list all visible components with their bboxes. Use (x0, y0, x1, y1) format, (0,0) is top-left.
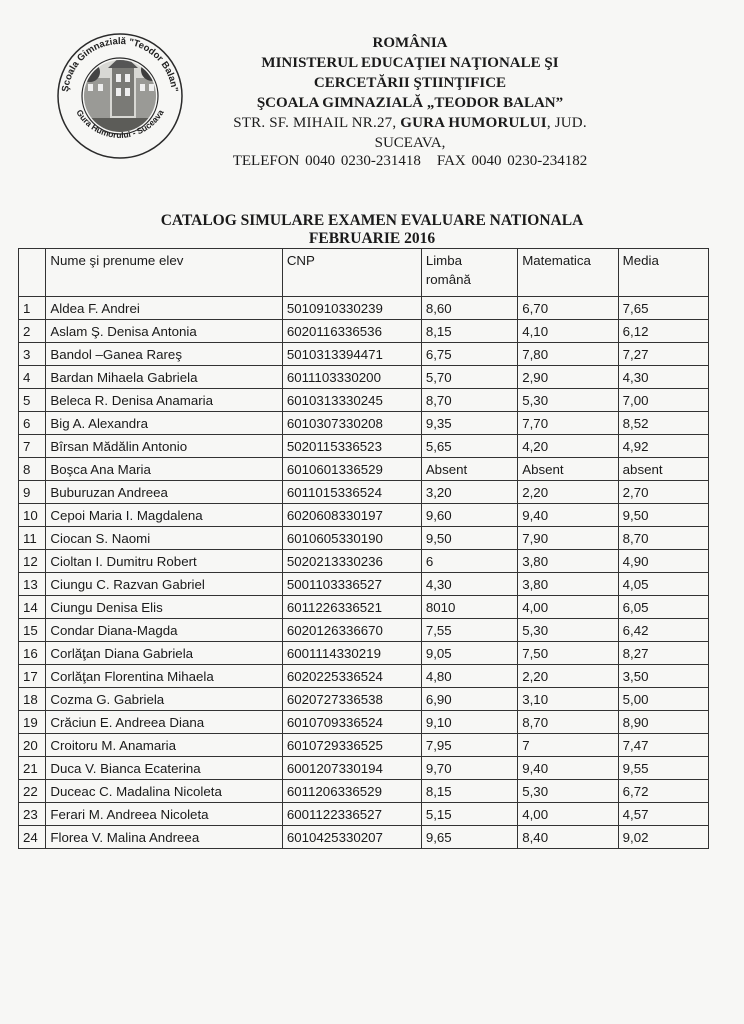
cell-media: 7,47 (618, 734, 708, 757)
table-row (19, 826, 709, 849)
cell-name: Bîrsan Mădălin Antonio (46, 435, 282, 458)
title-line-1: CATALOG SIMULARE EXAMEN EVALUARE NATIONALA (160, 212, 584, 229)
phone-number: TELEFON 0040 0230-231418 (232, 153, 421, 169)
table-row (19, 780, 709, 803)
cell-name: Bardan Mihaela Gabriela (46, 366, 282, 389)
cell-nr: 18 (19, 688, 46, 711)
document-title (0, 212, 744, 248)
table-row (19, 366, 709, 389)
cell-matematica: 7,90 (518, 527, 618, 550)
cell-nr: 11 (19, 527, 46, 550)
cell-cnp: 6010425330207 (282, 826, 421, 849)
cell-media: 7,27 (618, 343, 708, 366)
cell-name: Cioltan I. Dumitru Robert (46, 550, 282, 573)
cell-romana: 4,30 (421, 573, 517, 596)
cell-media: 8,52 (618, 412, 708, 435)
table-row (19, 527, 709, 550)
cell-media: absent (618, 458, 708, 481)
table-row (19, 320, 709, 343)
cell-nr: 5 (19, 389, 46, 412)
cell-matematica: 7 (518, 734, 618, 757)
cell-nr: 1 (19, 297, 46, 320)
cell-nr: 8 (19, 458, 46, 481)
cell-nr: 4 (19, 366, 46, 389)
cell-name: Aldea F. Andrei (46, 297, 282, 320)
cell-nr: 23 (19, 803, 46, 826)
table-row (19, 481, 709, 504)
cell-name: Corlăţan Florentina Mihaela (46, 665, 282, 688)
table-row (19, 619, 709, 642)
cell-matematica: 7,50 (518, 642, 618, 665)
cell-nr: 24 (19, 826, 46, 849)
cell-name: Aslam Ş. Denisa Antonia (46, 320, 282, 343)
cell-matematica: 4,00 (518, 803, 618, 826)
cell-name: Bandol –Ganea Rareş (46, 343, 282, 366)
cell-name: Condar Diana-Magda (46, 619, 282, 642)
cell-matematica: 5,30 (518, 389, 618, 412)
cell-cnp: 6020727336538 (282, 688, 421, 711)
cell-romana: 8,15 (421, 780, 517, 803)
cell-romana: 3,20 (421, 481, 517, 504)
address-county: SUCEAVA, (374, 135, 446, 151)
cell-name: Corlăţan Diana Gabriela (46, 642, 282, 665)
cell-matematica: 7,70 (518, 412, 618, 435)
cell-cnp: 5010910330239 (282, 297, 421, 320)
cell-cnp: 5020115336523 (282, 435, 421, 458)
cell-cnp: 5010313394471 (282, 343, 421, 366)
cell-matematica: 2,20 (518, 665, 618, 688)
cell-name: Duca V. Bianca Ecaterina (46, 757, 282, 780)
table-row (19, 711, 709, 734)
table-row (19, 642, 709, 665)
cell-name: Big A. Alexandra (46, 412, 282, 435)
cell-romana: 5,65 (421, 435, 517, 458)
cell-matematica: 8,70 (518, 711, 618, 734)
cell-romana: 9,35 (421, 412, 517, 435)
country-line: ROMÂNIA (372, 35, 448, 51)
table-row (19, 596, 709, 619)
cell-matematica: 5,30 (518, 780, 618, 803)
table-row (19, 550, 709, 573)
table-row (19, 435, 709, 458)
cell-matematica: 5,30 (518, 619, 618, 642)
cell-matematica: 9,40 (518, 757, 618, 780)
ministry-line: MINISTERUL EDUCAŢIEI NAŢIONALE ŞI (261, 55, 559, 71)
cell-matematica: 7,80 (518, 343, 618, 366)
cell-media: 5,00 (618, 688, 708, 711)
cell-media: 7,65 (618, 297, 708, 320)
cell-romana: 8010 (421, 596, 517, 619)
ministry-line-2: CERCETĂRII ŞTIINŢIFICE (313, 75, 507, 91)
table-row (19, 688, 709, 711)
cell-media: 8,70 (618, 527, 708, 550)
cell-cnp: 5001103336527 (282, 573, 421, 596)
cell-name: Duceac C. Madalina Nicoleta (46, 780, 282, 803)
cell-cnp: 6010601336529 (282, 458, 421, 481)
cell-cnp: 6020608330197 (282, 504, 421, 527)
header-matematica: Matematica (518, 249, 618, 297)
cell-media: 8,27 (618, 642, 708, 665)
table-header-row (19, 249, 709, 297)
header-romana-line1: Limba (425, 253, 463, 268)
cell-romana: 8,15 (421, 320, 517, 343)
cell-media: 9,02 (618, 826, 708, 849)
cell-matematica: 8,40 (518, 826, 618, 849)
cell-matematica: 3,80 (518, 573, 618, 596)
cell-romana: Absent (421, 458, 517, 481)
cell-media: 9,55 (618, 757, 708, 780)
cell-nr: 12 (19, 550, 46, 573)
seal-top-text: Şcoala Gimnazială "Teodor Balan" (60, 35, 180, 93)
cell-name: Boşca Ana Maria (46, 458, 282, 481)
cell-cnp: 6010729336525 (282, 734, 421, 757)
cell-cnp: 6001207330194 (282, 757, 421, 780)
table-row (19, 573, 709, 596)
cell-nr: 19 (19, 711, 46, 734)
cell-cnp: 5020213330236 (282, 550, 421, 573)
cell-romana: 8,60 (421, 297, 517, 320)
cell-nr: 21 (19, 757, 46, 780)
cell-name: Cepoi Maria I. Magdalena (46, 504, 282, 527)
address-city: GURA HUMORULUI (400, 115, 547, 131)
cell-nr: 6 (19, 412, 46, 435)
table-row (19, 803, 709, 826)
cell-romana: 8,70 (421, 389, 517, 412)
cell-nr: 22 (19, 780, 46, 803)
cell-media: 4,57 (618, 803, 708, 826)
header-cnp: CNP (282, 249, 421, 297)
cell-nr: 15 (19, 619, 46, 642)
header-media: Media (618, 249, 708, 297)
contact-line (150, 153, 670, 170)
address-line (150, 113, 670, 133)
title-line-2: FEBRUARIE 2016 (308, 230, 436, 247)
cell-cnp: 6010307330208 (282, 412, 421, 435)
cell-matematica: 2,20 (518, 481, 618, 504)
cell-cnp: 6010313330245 (282, 389, 421, 412)
cell-romana: 7,95 (421, 734, 517, 757)
cell-cnp: 6020225336524 (282, 665, 421, 688)
table-row (19, 458, 709, 481)
address-county-label: , JUD. (546, 115, 587, 131)
header-romana-line2: română (425, 272, 471, 287)
cell-name: Buburuzan Andreea (46, 481, 282, 504)
cell-matematica: 6,70 (518, 297, 618, 320)
cell-matematica: 4,20 (518, 435, 618, 458)
cell-media: 4,90 (618, 550, 708, 573)
cell-name: Ciungu Denisa Elis (46, 596, 282, 619)
cell-romana: 9,10 (421, 711, 517, 734)
cell-matematica: 9,40 (518, 504, 618, 527)
seal-bottom-text: Gura Humorului - Suceava (74, 107, 166, 141)
cell-name: Florea V. Malina Andreea (46, 826, 282, 849)
cell-name: Ferari M. Andreea Nicoleta (46, 803, 282, 826)
cell-name: Croitoru M. Anamaria (46, 734, 282, 757)
cell-cnp: 6020116336536 (282, 320, 421, 343)
cell-cnp: 6011103330200 (282, 366, 421, 389)
cell-romana: 9,70 (421, 757, 517, 780)
header-nr (19, 249, 46, 297)
cell-media: 4,92 (618, 435, 708, 458)
cell-media: 6,05 (618, 596, 708, 619)
cell-media: 9,50 (618, 504, 708, 527)
cell-romana: 9,05 (421, 642, 517, 665)
cell-matematica: 3,10 (518, 688, 618, 711)
cell-name: Crăciun E. Andreea Diana (46, 711, 282, 734)
cell-media: 2,70 (618, 481, 708, 504)
table-row (19, 343, 709, 366)
table-row (19, 412, 709, 435)
cell-romana: 7,55 (421, 619, 517, 642)
cell-nr: 9 (19, 481, 46, 504)
cell-romana: 5,15 (421, 803, 517, 826)
cell-media: 6,72 (618, 780, 708, 803)
cell-media: 7,00 (618, 389, 708, 412)
header-name: Nume şi prenume elev (46, 249, 282, 297)
cell-nr: 13 (19, 573, 46, 596)
table-row (19, 389, 709, 412)
cell-cnp: 6010709336524 (282, 711, 421, 734)
table-row (19, 734, 709, 757)
cell-name: Beleca R. Denisa Anamaria (46, 389, 282, 412)
cell-romana: 6,75 (421, 343, 517, 366)
cell-nr: 2 (19, 320, 46, 343)
cell-media: 6,42 (618, 619, 708, 642)
cell-name: Cozma G. Gabriela (46, 688, 282, 711)
cell-matematica: 4,10 (518, 320, 618, 343)
cell-nr: 3 (19, 343, 46, 366)
table-row (19, 297, 709, 320)
cell-media: 8,90 (618, 711, 708, 734)
cell-matematica: Absent (518, 458, 618, 481)
cell-nr: 20 (19, 734, 46, 757)
cell-romana: 6,90 (421, 688, 517, 711)
cell-media: 6,12 (618, 320, 708, 343)
cell-media: 3,50 (618, 665, 708, 688)
table-row (19, 757, 709, 780)
header-romana (421, 249, 517, 297)
cell-romana: 6 (421, 550, 517, 573)
cell-cnp: 6011015336524 (282, 481, 421, 504)
cell-cnp: 6011226336521 (282, 596, 421, 619)
cell-cnp: 6001114330219 (282, 642, 421, 665)
cell-romana: 5,70 (421, 366, 517, 389)
table-row (19, 665, 709, 688)
cell-cnp: 6001122336527 (282, 803, 421, 826)
cell-media: 4,30 (618, 366, 708, 389)
cell-nr: 14 (19, 596, 46, 619)
cell-nr: 7 (19, 435, 46, 458)
cell-romana: 9,50 (421, 527, 517, 550)
cell-name: Ciocan S. Naomi (46, 527, 282, 550)
cell-nr: 16 (19, 642, 46, 665)
cell-media: 4,05 (618, 573, 708, 596)
cell-romana: 9,65 (421, 826, 517, 849)
cell-cnp: 6010605330190 (282, 527, 421, 550)
results-table (18, 248, 709, 849)
letterhead (150, 33, 670, 153)
fax-number: FAX 0040 0230-234182 (436, 153, 588, 169)
cell-matematica: 4,00 (518, 596, 618, 619)
cell-cnp: 6011206336529 (282, 780, 421, 803)
table-row (19, 504, 709, 527)
cell-nr: 17 (19, 665, 46, 688)
cell-matematica: 2,90 (518, 366, 618, 389)
cell-romana: 4,80 (421, 665, 517, 688)
cell-name: Ciungu C. Razvan Gabriel (46, 573, 282, 596)
address-street: STR. SF. MIHAIL NR.27, (233, 115, 401, 131)
cell-cnp: 6020126336670 (282, 619, 421, 642)
cell-romana: 9,60 (421, 504, 517, 527)
school-name: ŞCOALA GIMNAZIALĂ „TEODOR BALAN” (256, 95, 564, 111)
cell-nr: 10 (19, 504, 46, 527)
cell-matematica: 3,80 (518, 550, 618, 573)
